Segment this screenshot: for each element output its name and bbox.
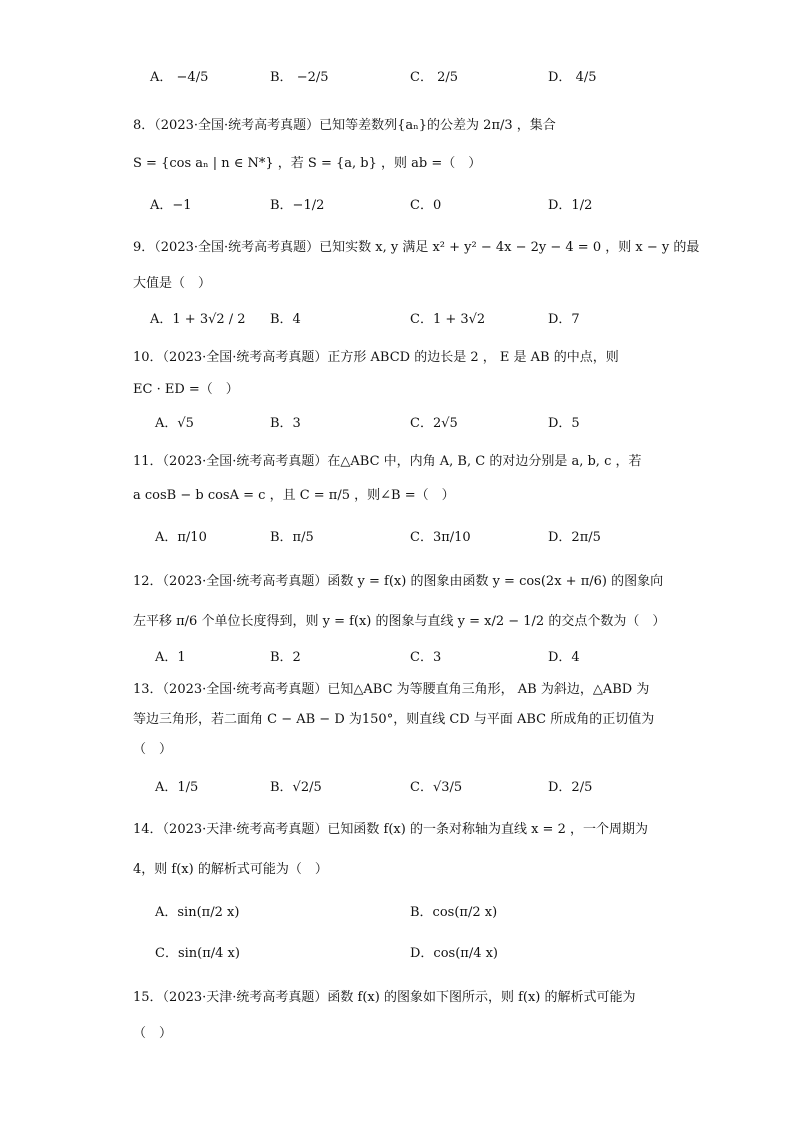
q12-option-a[interactable]: A．1: [155, 650, 186, 665]
q13-stem-line2: 等边三角形，若二面角 C − AB − D 为150°，则直线 CD 与平面 ABC 所成角的正切值为: [133, 712, 655, 727]
q8-option-d[interactable]: D．1/2: [548, 198, 593, 213]
q14-stem-line1: 14．（2023·天津·统考高考真题）已知函数 f(x) 的一条对称轴为直线 x = 2 ，一个周期为: [133, 822, 648, 837]
q12-option-b[interactable]: B．2: [270, 650, 301, 665]
q8-stem-line1: 8．（2023·全国·统考高考真题）已知等差数列{aₙ}的公差为 2π/3 ，集合: [133, 118, 556, 133]
q9-option-a[interactable]: A．1 + 3√2 / 2: [150, 312, 246, 327]
q8-option-c[interactable]: C．0: [410, 198, 442, 213]
q14-option-b[interactable]: B．cos(π/2 x): [410, 905, 498, 920]
q7-option-b[interactable]: B． −2/5: [270, 70, 329, 85]
q13-option-b[interactable]: B．√2/5: [270, 780, 322, 795]
q9-stem-line1: 9．（2023·全国·统考高考真题）已知实数 x, y 满足 x² + y² − 4x − 2y − 4 = 0 ，则 x − y 的最: [133, 240, 700, 255]
q11-option-d[interactable]: D．2π/5: [548, 530, 601, 545]
q11-option-a[interactable]: A．π/10: [155, 530, 207, 545]
q7-option-d[interactable]: D． 4/5: [548, 70, 597, 85]
q11-option-b[interactable]: B．π/5: [270, 530, 314, 545]
q9-option-c[interactable]: C．1 + 3√2: [410, 312, 486, 327]
q12-stem-line2: 左平移 π/6 个单位长度得到，则 y = f(x) 的图象与直线 y = x/2 − 1/2 的交点个数为（ ）: [133, 614, 666, 629]
q14-option-c[interactable]: C．sin(π/4 x): [155, 946, 240, 961]
q12-option-c[interactable]: C．3: [410, 650, 442, 665]
q13-stem-line1: 13．（2023·全国·统考高考真题）已知△ABC 为等腰直角三角形， AB 为斜边，△ABD 为: [133, 682, 650, 697]
q11-stem-line2: a cosB − b cosA = c ，且 C = π/5 ，则∠B =（ ）: [133, 488, 455, 503]
q14-stem-line2: 4，则 f(x) 的解析式可能为（ ）: [133, 862, 328, 877]
q10-stem-line1: 10．（2023·全国·统考高考真题）正方形 ABCD 的边长是 2 ， E 是 AB 的中点，则: [133, 350, 619, 365]
q13-option-c[interactable]: C．√3/5: [410, 780, 463, 795]
q13-option-a[interactable]: A．1/5: [155, 780, 199, 795]
q10-option-b[interactable]: B．3: [270, 416, 301, 431]
q8-option-a[interactable]: A．−1: [150, 198, 192, 213]
q12-stem-line1: 12．（2023·全国·统考高考真题）函数 y = f(x) 的图象由函数 y = cos(2x + π/6) 的图象向: [133, 574, 664, 589]
q10-stem-line2: EC · ED =（ ）: [133, 382, 239, 397]
q9-option-d[interactable]: D．7: [548, 312, 580, 327]
q13-option-d[interactable]: D．2/5: [548, 780, 593, 795]
q11-option-c[interactable]: C．3π/10: [410, 530, 471, 545]
q15-stem-line1: 15．（2023·天津·统考高考真题）函数 f(x) 的图象如下图所示，则 f(x) 的解析式可能为: [133, 990, 636, 1005]
q9-stem-line2: 大值是（ ）: [133, 276, 212, 291]
q14-option-d[interactable]: D．cos(π/4 x): [410, 946, 499, 961]
q10-option-a[interactable]: A．√5: [155, 416, 194, 431]
q10-option-d[interactable]: D．5: [548, 416, 580, 431]
q7-option-a[interactable]: A． −4/5: [150, 70, 209, 85]
q14-option-a[interactable]: A．sin(π/2 x): [155, 905, 240, 920]
q8-option-b[interactable]: B．−1/2: [270, 198, 325, 213]
q7-option-c[interactable]: C． 2/5: [410, 70, 459, 85]
q10-option-c[interactable]: C．2√5: [410, 416, 458, 431]
q9-option-b[interactable]: B．4: [270, 312, 301, 327]
q12-option-d[interactable]: D．4: [548, 650, 580, 665]
q11-stem-line1: 11．（2023·全国·统考高考真题）在△ABC 中，内角 A, B, C 的对边分别是 a, b, c ，若: [133, 454, 642, 469]
q13-stem-line3: （ ）: [133, 742, 173, 757]
q15-stem-line2: （ ）: [133, 1026, 173, 1041]
q8-stem-line2: S = {cos aₙ | n ∈ N*} ，若 S = {a, b} ，则 ab =（ ）: [133, 156, 482, 171]
